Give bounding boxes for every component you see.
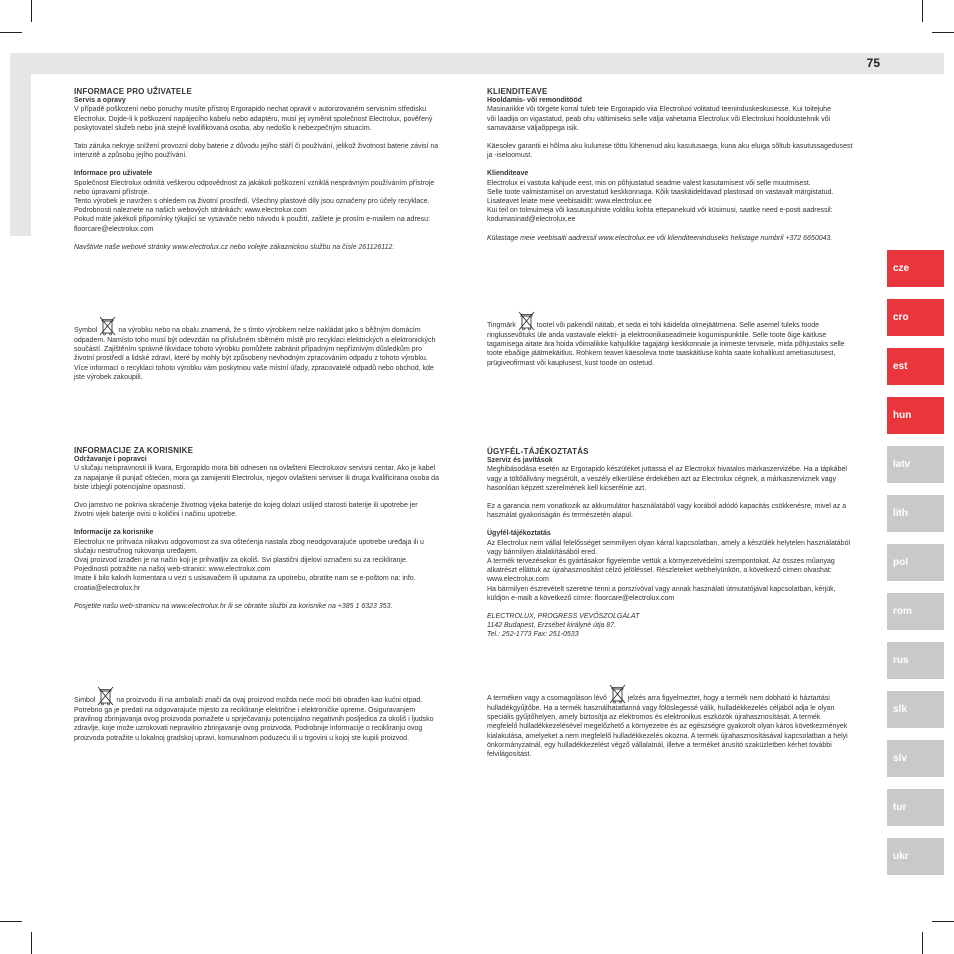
service-text: Meghibásodása esetén az Ergorapido készüléket juttassa el az Electrolux hivatalos márkaszervizébe. Ha a tápkábel vagy a töltőállvány megsérült, a veszély elkerülése érdekében azt az Electrolux cégnek, a márkaszerviznek vagy hasonlóan képzett szerelmének kell kicserélnie azt. [487,466,847,492]
service-text: V případě poškození nebo poruchy musíte přístroj Ergorapido nechat opravit v autorizovaném servisním středisku Electrolux. Dojde-li k poškození napájecího kabelu nebo adaptéru, musí jej vyměnit společnost Electrolux, pověřený poskytovatel služeb nebo jiná stejně kvalifikovaná osoba, aby nedošlo k nebezpečným situacím. [74,106,433,132]
crop-mark [0,32,22,33]
crop-mark [0,921,22,922]
crop-mark [31,0,32,22]
crop-mark [932,921,954,922]
crossed-bin-icon [99,316,116,336]
weee-text: na výrobku nebo na obalu znamená, že s tímto výrobkem nelze nakládat jako s běžným domácím odpadem. Namísto toho musí být odevzdán na příslušném sběrném místě pro recyklaci elektrických a elektronických součástí. Zajištěním správné likvidace tohoto výrobku pomůžete zabránit případným nepříznivým důsledkům pro životní prostředí a lidské zdraví, které by mohly být způsobeny nevhodným zpracováním odpadu z tohoto výrobku. Více informací o recyklaci tohoto výrobku vám poskytnou vaše místní úřady, zpracovatelé odpadů nebo obchod, kde jste výrobek zakoupili. [74,327,436,381]
info-text: Electrolux ei vastuta kahjude eest, mis on põhjustatud seadme valest kasutamisest või selle muutmisest. Selle toote valmistamisel on arvestatud keskkonnaga. Kõik taaskäideldavad plastosad on vastavalt märgistatud. Lisateavet leiate meie veebisaidilt: www.electrolux.ee Kui teil on tolmuimeja või kasutusjuhiste voldiku kohta ettepanekuid või küsimusi, saatke need e-posti aadressil: kodumasinad@electrolux.ee [487,179,834,224]
service-text: U slučaju neispravnosti ili kvara, Ergorapido mora biti odnesen na ovlašteni Electroluxov servisni centar. Ako je kabel za napajanje ili punjač oštećen, mora ga zamijeniti Electrolux, njegov ovlašteni serviser ili druga kvalificirana osoba da biste izbjegli potencijalne opasnosti. [74,465,439,491]
symbol-lead: A terméken vagy a csomagoláson lévő [487,695,607,702]
tab-cro[interactable]: cro [887,299,944,336]
battery-text: Ez a garancia nem vonatkozik az akkumulátor használatából vagy korából adódó kapacitás csökkenésre, mivel az a használat gyakoriságán és természetén alapul. [487,503,847,520]
symbol-lead: Simbol [74,697,96,704]
header-band [10,53,944,74]
page-number: 75 [866,56,880,70]
weee-text: jelzés arra figyelmeztet, hogy a termék nem dobható ki háztartási hulladékgyűjtőbe. Ha a termék használhatatlanná vagy fölöslegessé válik, hulladékkezelés céljából adja le olyan speciális gyűjtőhelyen, amely biztosítja az elektromos és elektronikus eszközök újrahasznosítását. A termék megfelelő hulladékkezelésével megelőzhető a környezetre és az egészségre gyakorolt olyan káros következmények kialakulása, amelyeket a nem megfelelő hulladékkezelés okozna. A termék újrahasznosításával kapcsolatban a helyi önkormányzatnál, egy hulladékkezelést végző vállalatnál, illetve a terméket árusító szaküzletben kérhet további felvilágosítást. [487,695,848,759]
battery-text: Ovo jamstvo ne pokriva skraćenje životnog vijeka baterije do kojeg dolazi uslijed starosti baterije ili upotrebe jer životni vijek baterije ovisi o količini i načinu upotrebe. [74,502,418,519]
weee-paragraph-hun [487,684,887,759]
crossed-bin-icon [609,684,626,704]
tab-pol[interactable]: pol [887,544,944,581]
weee-text: na proizvodu ili na ambalaži znači da ovaj proizvod možda neće moći biti obrađen kao kućni otpad. Potrebno ga je predati na odgovarajuće mjesto za recikliranje električne i elektroničke opreme. Osiguravanjem pravilnog zbrinjavanja ovog proizvoda pomažete u sprječavanju potencijalno negativnih posljedica za okoliš i ljudsko zdravlje, koje može uzrokovati nepravilno zbrinjavanje ovog proizvoda. Podrobnije informacije o recikliranju ovog proizvoda potražite u lokalnoj gradskoj upravi, komunalnom poduzeću ili u trgovini u kojoj ste kupili proizvod. [74,697,434,742]
symbol-lead: Symbol [74,327,98,334]
contact-note: Külastage meie veebisaiti aadressil www.electrolux.ee või klienditeeninduseks helistage numbril +372 6650043. [487,234,833,242]
tab-rus[interactable]: rus [887,642,944,679]
section-cro [74,446,474,611]
subheading-service: Servis a opravy [74,97,126,105]
battery-text: Tato záruka nekryje snížení provozní doby baterie z důvodu jejího stáří či používání, jelikož životnost baterie závisí na intenzitě a způsobu jejího používání. [74,143,439,160]
symbol-lead: Tingmärk [487,322,516,329]
tab-hun[interactable]: hun [887,397,944,434]
tab-ukr[interactable]: ukr [887,838,944,875]
section-title: INFORMACE PRO UŽIVATELE [74,87,193,96]
tab-cze[interactable]: cze [887,250,944,287]
tab-est[interactable]: est [887,348,944,385]
subheading-info: Ügyfél-tájékoztatás [487,530,551,538]
contact-note: Navštivte naše webové stránky www.electrolux.cz nebo volejte zákaznickou službu na čísle 261126112. [74,243,395,251]
crossed-bin-icon [518,311,535,331]
weee-paragraph-cro [74,686,474,743]
crop-mark [922,0,923,22]
left-band [10,53,31,236]
battery-text: Käesolev garantii ei hõlma aku kulumise tõttu lühenenud aku kasutusaega, kuna aku eluiga sõltub kasutussagedusest ja -iseloomust. [487,143,853,160]
section-est [487,87,887,243]
section-title: ÜGYFÉL-TÁJÉKOZTATÁS [487,447,589,456]
section-title: INFORMACIJE ZA KORISNIKE [74,446,194,455]
tab-tur[interactable]: tur [887,789,944,826]
address: ELECTROLUX, PROGRESS VEVŐSZOLGÁLAT 1142 Budapest, Erzsébet királyné útja 87. Tel.: 252-1773 Fax: 251-0533 [487,613,640,639]
tab-lith[interactable]: lith [887,495,944,532]
crossed-bin-icon [97,686,114,706]
tab-latv[interactable]: latv [887,446,944,483]
section-cze [74,87,474,252]
tab-slv[interactable]: slv [887,740,944,777]
tab-rom[interactable]: rom [887,593,944,630]
subheading-info: Informacije za korisnike [74,529,154,537]
section-hun [487,447,887,640]
info-text: Electrolux ne prihvaća nikakvu odgovornost za sva oštećenja nastala zbog neodgovarajuće upotrebe uređaja ili u slučaju nestručnog rukovanja uređajem. Ovaj proizvod izrađen je na način koji je prihvatljiv za okoliš. Svi plastični dijelovi označeni su za recikliranje. Pojedinosti potražite na našoj web-stranici: www.electrolux.com Imate li bilo kakvih komentara u vezi s usisavačem ili uputama za upotrebu, obratite nam se e-poštom na: info. croatia@electrolux.hr [74,538,424,592]
subheading-service: Szerviz és javítások [487,457,553,465]
subheading-info: Informace pro uživatele [74,170,153,178]
crop-mark [922,932,923,954]
section-title: KLIENDITEAVE [487,87,548,96]
subheading-service: Održavanje i popravci [74,456,147,464]
weee-text: tootel või pakendil näitab, et seda ei tohi käidelda olmejäätmena. Selle asemel tuleks toode ringlussevõtuks üle anda vastavale elektri- ja elektroonikaseadmete kogumispunktile. Selle toote õige käitluse tagamisega aitate ära hoida võimalikke kahjulikke tagajärgi keskkonnale ja inimeste tervisele, mida põhjustaks selle toote ebaõige jäätmekäitlus. Rohkem teavet käesoleva toote taaskäitluse kohta saate kohalikust ametiasutusest, prügiveofirmast või kauplusest, kust toode on ostetud. [487,322,845,367]
info-text: Az Electrolux nem vállal felelősséget semmilyen olyan kárral kapcsolatban, amely a készülék helytelen használatából vagy bármilyen átalakításából ered. A termék tervezésekor és gyártásakor figyelembe vettük a környezetvédelmi szempontokat. Az összes műanyag alkatrészt elláttuk az újrahasznosítást célzó jelöléssel. Részleteket webhelyünkön, a következő címen olvashat: www.electrolux.com Ha bármilyen észrevételt szeretne tenni a porszívóval vagy annak használati útmutatójával kapcsolatban, kérjük, küldjön e-mailt a következő címre: floorcare@electrolux.com [487,539,851,602]
info-text: Společnost Electrolux odmítá veškerou odpovědnost za jakákoli poškození vzniklá nesprávným používáním přístroje nebo úpravami přístroje. Tento výrobek je navržen s ohledem na životní prostředí. Všechny plastové díly jsou označeny pro účely recyklace. Podrobnosti naleznete na našich webových stránkách: www.electrolux.com Pokud máte jakékoli připomínky týkající se vysavače nebo návodu k použití, zašlete je prosím e-mailem na adresu: floorcare@electrolux.com [74,179,435,233]
weee-paragraph-cze [74,316,474,382]
service-text: Masinarikke või törgete korral tuleb teie Ergorapido viia Electroluxi volitatud teeninduskeskusesse. Kui toitejuhe või laadija on vigastatud, peab ohu vältimiseks selle välja vahetama Electrolux või Electroluxi hooldustehnik või samaväärse väljaõppega isik. [487,106,831,132]
contact-note: Posjetite našu web-stranicu na www.electrolux.hr ili se obratite službi za korisnike na +385 1 6323 353. [74,602,393,610]
crop-mark [31,932,32,954]
subheading-service: Hooldamis- või remonditööd [487,97,582,105]
subheading-info: Klienditeave [487,170,529,178]
crop-mark [932,32,954,33]
tab-slk[interactable]: slk [887,691,944,728]
weee-paragraph-est [487,311,887,368]
